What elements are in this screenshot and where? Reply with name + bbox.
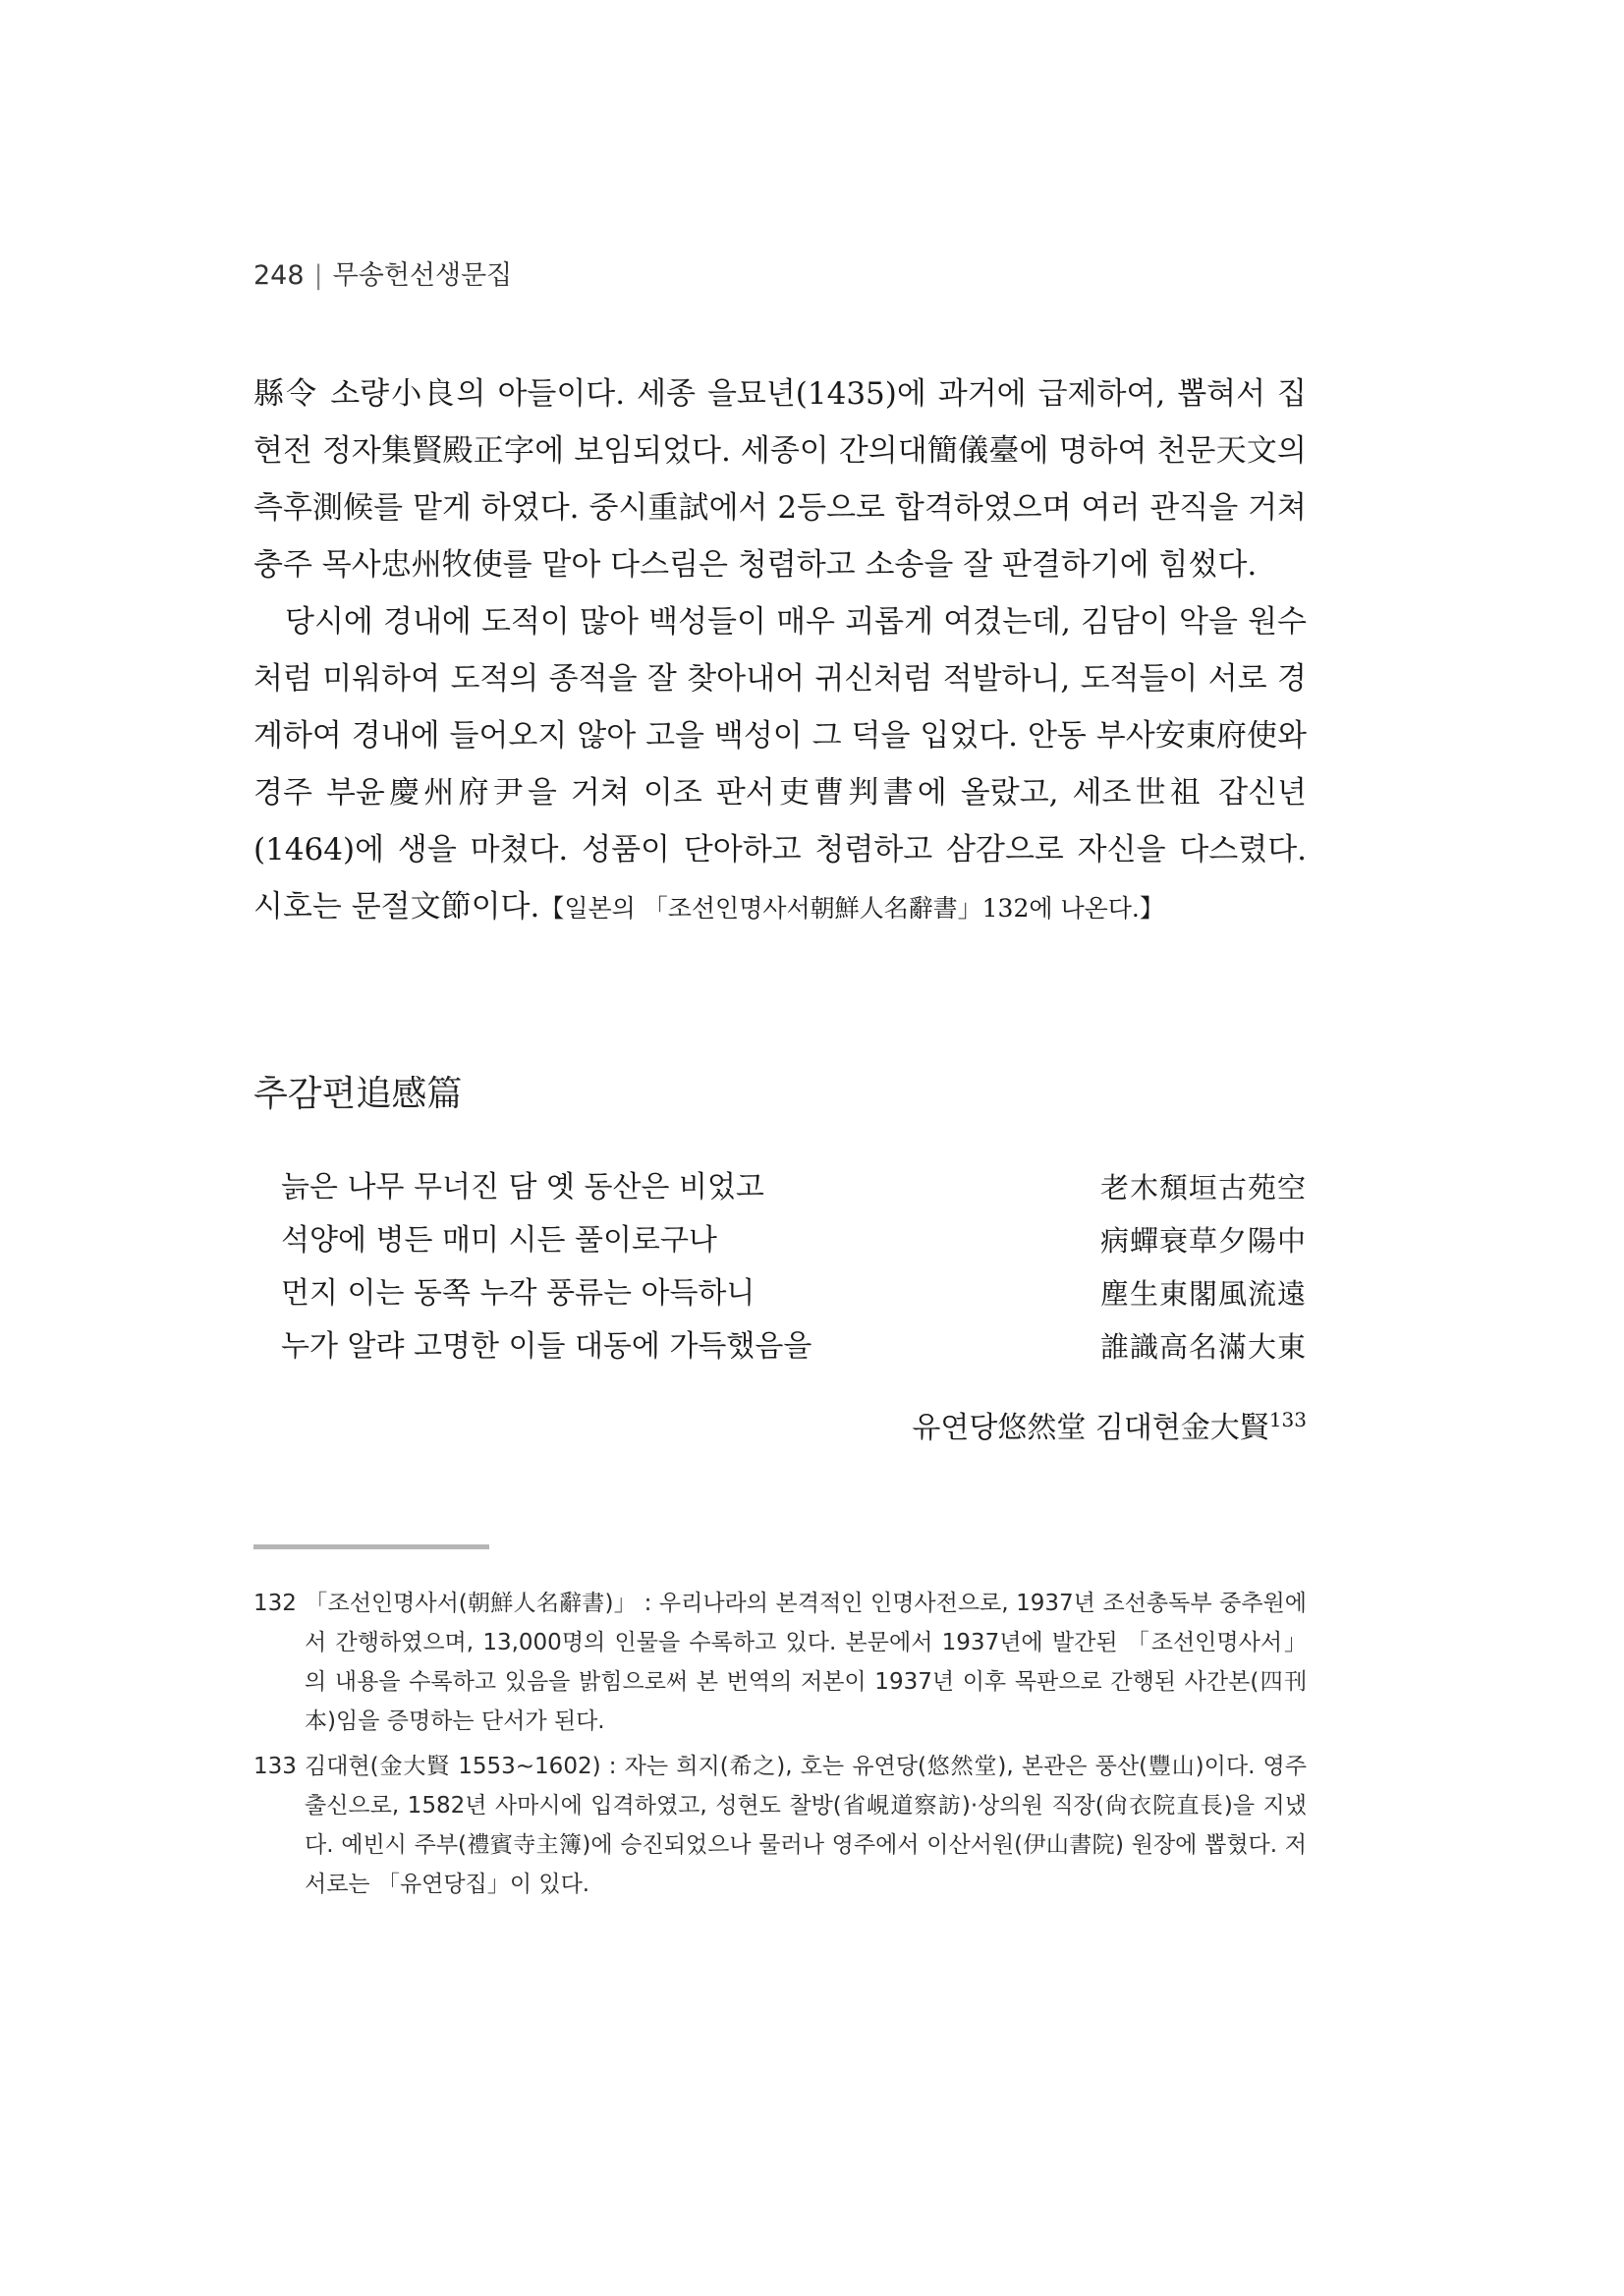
- body-text: [253, 365, 1307, 937]
- footnote-133: [253, 1747, 1307, 1904]
- footnotes: [253, 1584, 1307, 1910]
- poem-line: [281, 1214, 1307, 1267]
- poem-line: [281, 1320, 1307, 1373]
- footnote-text: 김대현(金大賢 1553~1602) : 자는 희지(希之), 호는 유연당(悠然堂), 본관은 풍산(豐山)이다. 영주 출신으로, 1582년 사마시에 입격하였고, 성현도 찰방(省峴道察訪)·상의원 직장(尙衣院直長)을 지냈다. 예빈시 주부(禮賓寺主簿)에 승진되었으나 물러나 영주에서 이산서원(伊山書院) 원장에 뽑혔다. 저서로는 「유연당집」이 있다.: [305, 1754, 1307, 1897]
- source-note: 【일본의 「조선인명사서朝鮮人名辭書」132에 나온다.】: [539, 894, 1164, 923]
- page-number: 248: [253, 260, 305, 291]
- poem-line-korean: 누가 알랴 고명한 이들 대동에 가득했음을: [281, 1329, 812, 1364]
- paragraph-2: [253, 593, 1307, 937]
- footnote-divider: [253, 1544, 489, 1549]
- footnote-132: [253, 1584, 1307, 1741]
- poem-line-hanja: 誰識高名滿大東: [1099, 1330, 1307, 1364]
- poem-line-korean: 석양에 병든 매미 시든 풀이로구나: [281, 1223, 717, 1258]
- paragraph-2-text: 당시에 경내에 도적이 많아 백성들이 매우 괴롭게 여겼는데, 김담이 악을 원수처럼 미워하여 도적의 종적을 잘 찾아내어 귀신처럼 적발하니, 도적들이 서로 경계하여 경내에 들어오지 않아 고을 백성이 그 덕을 입었다. 안동 부사安東府使와 경주 부윤慶州府尹을 거쳐 이조 판서吏曹判書에 올랐고, 세조世祖 갑신년(1464)에 생을 마쳤다. 성품이 단아하고 청렴하고 삼감으로 자신을 다스렸다. 시호는 문절文節이다.: [253, 604, 1307, 924]
- header-separator: |: [313, 260, 323, 291]
- poem-line: [281, 1161, 1307, 1214]
- poem-line-hanja: 塵生東閣風流遠: [1099, 1277, 1307, 1311]
- poem-line-hanja: 老木頹垣古苑空: [1099, 1171, 1307, 1204]
- poem-attribution: [912, 1393, 1307, 1455]
- paragraph-1: 縣令 소량小良의 아들이다. 세종 을묘년(1435)에 과거에 급제하여, 뽑혀서 집현전 정자集賢殿正字에 보임되었다. 세종이 간의대簡儀臺에 명하여 천문天文의 측후測候를 맡게 하였다. 중시重試에서 2등으로 합격하였으며 여러 관직을 거쳐 충주 목사忠州牧使를 맡아 다스림은 청렴하고 소송을 잘 판결하기에 힘썼다.: [253, 376, 1307, 583]
- poem: [281, 1161, 1307, 1373]
- poem-line-korean: 먼지 이는 동쪽 누각 풍류는 아득하니: [281, 1276, 756, 1311]
- footnote-ref-133: 133: [1268, 1408, 1307, 1431]
- poem-line: [281, 1267, 1307, 1320]
- footnote-number: 132: [253, 1591, 297, 1616]
- running-header: [253, 253, 512, 292]
- footnote-number: 133: [253, 1754, 297, 1779]
- poem-line-korean: 늙은 나무 무너진 담 옛 동산은 비었고: [281, 1170, 764, 1204]
- footnote-text: 「조선인명사서(朝鮮人名辭書)」 : 우리나라의 본격적인 인명사전으로, 1937년 조선총독부 중추원에서 간행하였으며, 13,000명의 인물을 수록하고 있다. 본문에서 1937년에 발간된 「조선인명사서」의 내용을 수록하고 있음을 밝힘으로써 본 번역의 저본이 1937년 이후 목판으로 간행된 사간본(四刊本)임을 증명하는 단서가 된다.: [305, 1591, 1307, 1734]
- book-title: 무송헌선생문집: [332, 260, 513, 291]
- attribution-text: 유연당悠然堂 김대현金大賢: [912, 1411, 1269, 1445]
- poem-line-hanja: 病蟬衰草夕陽中: [1099, 1224, 1307, 1258]
- section-title: 추감편追感篇: [253, 1074, 463, 1114]
